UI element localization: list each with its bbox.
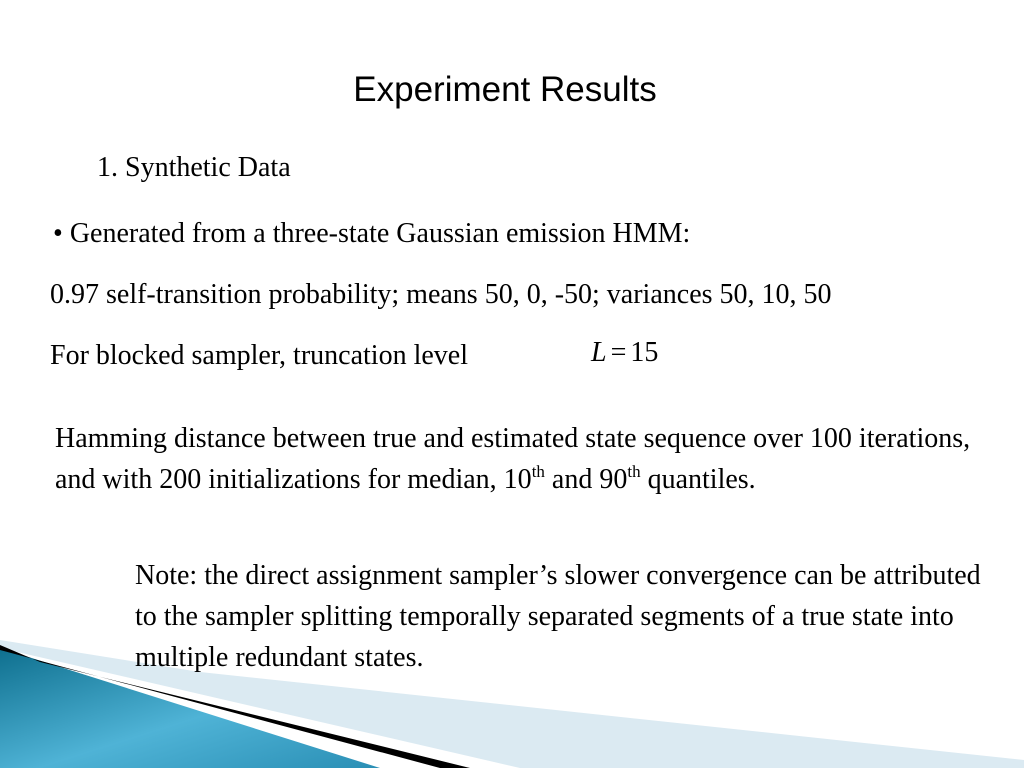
bullet-text: Generated from a three-state Gaussian emission HMM: <box>69 218 691 249</box>
truncation-value: 15 <box>630 337 659 368</box>
bullet-marker: • <box>53 218 63 249</box>
truncation-variable: L <box>591 337 607 368</box>
hamming-text-2: and 90 <box>544 464 628 495</box>
bullet-line <box>53 218 690 250</box>
note-paragraph: Note: the direct assignment sampler’s slower convergence can be attributed to the sampler splitting temporally separated segments of a true state into multiple redundant states. <box>135 560 981 673</box>
superscript-th-2: th <box>627 462 641 481</box>
blocked-sampler-line: For blocked sampler, truncation level <box>50 340 468 371</box>
truncation-equation <box>591 337 658 369</box>
parameters-line: 0.97 self-transition probability; means 50, 0, -50; variances 50, 10, 50 <box>50 279 832 310</box>
hamming-text-1: Hamming distance between true and estimated state sequence over 100 iterations, and with 200 initializations for median, 10 <box>55 423 971 495</box>
hamming-text-3: quantiles. <box>640 464 756 495</box>
equals-sign: = <box>610 337 627 368</box>
slide-title: Experiment Results <box>353 70 657 109</box>
section-heading: 1. Synthetic Data <box>97 152 291 183</box>
superscript-th-1: th <box>531 462 545 481</box>
hamming-paragraph <box>55 418 995 500</box>
